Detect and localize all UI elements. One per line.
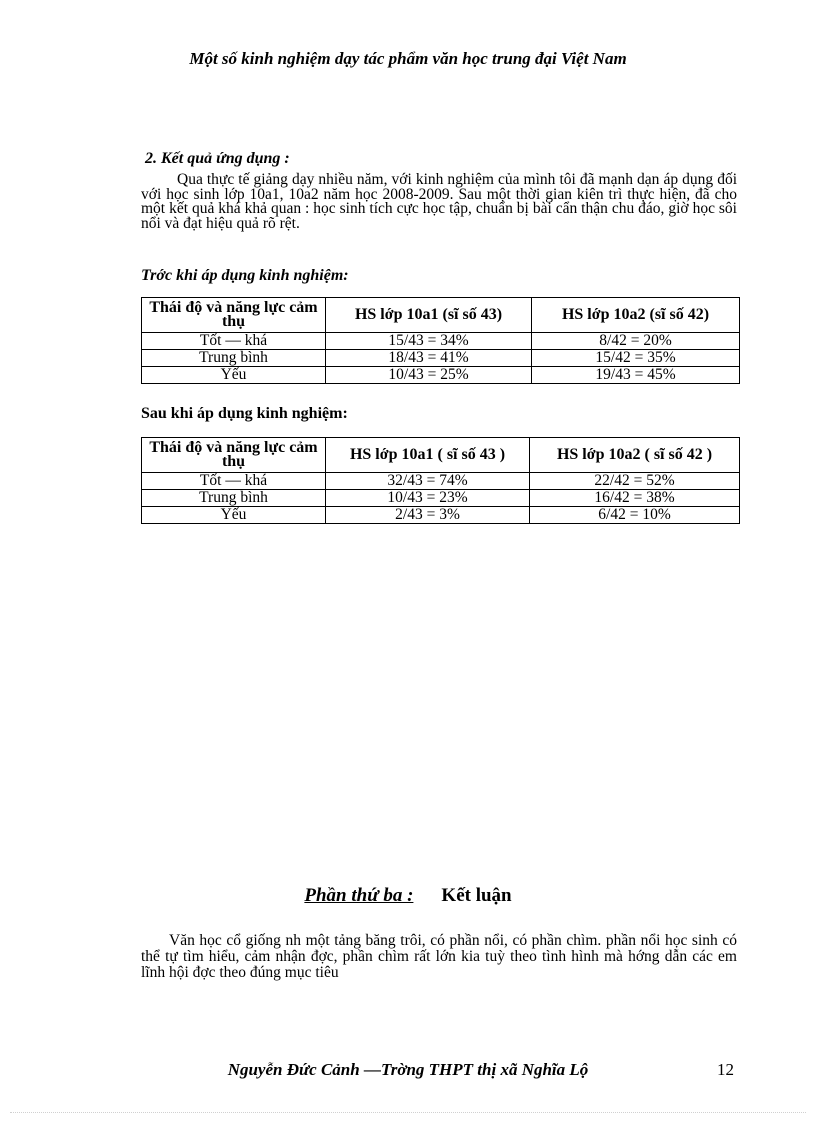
- row-label: Tốt — khá: [142, 473, 326, 490]
- table-cell: 2/43 = 3%: [326, 507, 530, 524]
- table-row: [142, 367, 740, 384]
- conclusion-paragraph: Văn học cổ giống nh một tảng băng trôi, có phần nổi, có phần chìm. phần nổi học sinh có thể tự tìm hiểu, cảm nhận đợc, phần chìm rất lớn kia tuỳ theo tình hình mà hớng dẫn các em lĩnh hội đợc theo đúng mục tiêu: [141, 932, 737, 981]
- running-header: Một số kinh nghiệm dạy tác phẩm văn học trung đại Việt Nam: [189, 49, 627, 68]
- table-cell: 32/43 = 74%: [326, 473, 530, 490]
- table-header-row: [142, 298, 740, 333]
- row-label: Tốt — khá: [142, 333, 326, 350]
- table-header-row: [142, 438, 740, 473]
- conclusion-heading: [0, 885, 816, 907]
- header-cell-attitude: Thái độ và năng lực cảm thụ: [142, 438, 326, 473]
- row-label: Yếu: [142, 367, 326, 384]
- part-topic: Kết luận: [441, 885, 512, 906]
- header-cell-class-10a2: HS lớp 10a2 (sĩ số 42): [532, 298, 740, 333]
- table-cell: 10/43 = 25%: [326, 367, 532, 384]
- table-cell: 8/42 = 20%: [532, 333, 740, 350]
- table-row: [142, 333, 740, 350]
- page-number: 12: [717, 1060, 734, 1079]
- before-results-table: [141, 297, 740, 384]
- table-row: [142, 507, 740, 524]
- row-label: Trung bình: [142, 490, 326, 507]
- table-cell: 22/42 = 52%: [530, 473, 740, 490]
- running-footer: Nguyễn Đức Cảnh —Trờng THPT thị xã Nghĩa Lộ: [227, 1060, 589, 1079]
- table-cell: 10/43 = 23%: [326, 490, 530, 507]
- after-results-table: [141, 437, 740, 524]
- after-table-label: Sau khi áp dụng kinh nghiệm:: [141, 405, 348, 422]
- header-cell-class-10a1: HS lớp 10a1 ( sĩ số 43 ): [326, 438, 530, 473]
- table-row: [142, 473, 740, 490]
- page-edge-divider: [10, 1112, 806, 1113]
- row-label: Trung bình: [142, 350, 326, 367]
- table-row: [142, 490, 740, 507]
- table-cell: 16/42 = 38%: [530, 490, 740, 507]
- row-label: Yếu: [142, 507, 326, 524]
- header-cell-attitude: Thái độ và năng lực cảm thụ: [142, 298, 326, 333]
- results-paragraph: Qua thực tế giảng dạy nhiều năm, với kinh nghiệm của mình tôi đã mạnh dạn áp dụng đối với học sinh lớp 10a1, 10a2 năm học 2008-2009. Sau một thời gian kiên trì thực hiện, đã cho một kết quả khá khả quan : học sinh tích cực học tập, chuẩn bị bài cẩn thận chu đáo, giờ học sôi nổi và đạt hiệu quả rõ rệt.: [141, 171, 737, 232]
- table-cell: 15/43 = 34%: [326, 333, 532, 350]
- header-cell-class-10a1: HS lớp 10a1 (sĩ số 43): [326, 298, 532, 333]
- table-cell: 18/43 = 41%: [326, 350, 532, 367]
- header-cell-class-10a2: HS lớp 10a2 ( sĩ số 42 ): [530, 438, 740, 473]
- part-title: Phần thứ ba :: [304, 885, 414, 906]
- table-cell: 19/43 = 45%: [532, 367, 740, 384]
- before-table-label: Trớc khi áp dụng kinh nghiệm:: [141, 267, 349, 284]
- table-cell: 6/42 = 10%: [530, 507, 740, 524]
- section-title: 2. Kết quả ứng dụng :: [145, 150, 290, 167]
- table-row: [142, 350, 740, 367]
- table-cell: 15/42 = 35%: [532, 350, 740, 367]
